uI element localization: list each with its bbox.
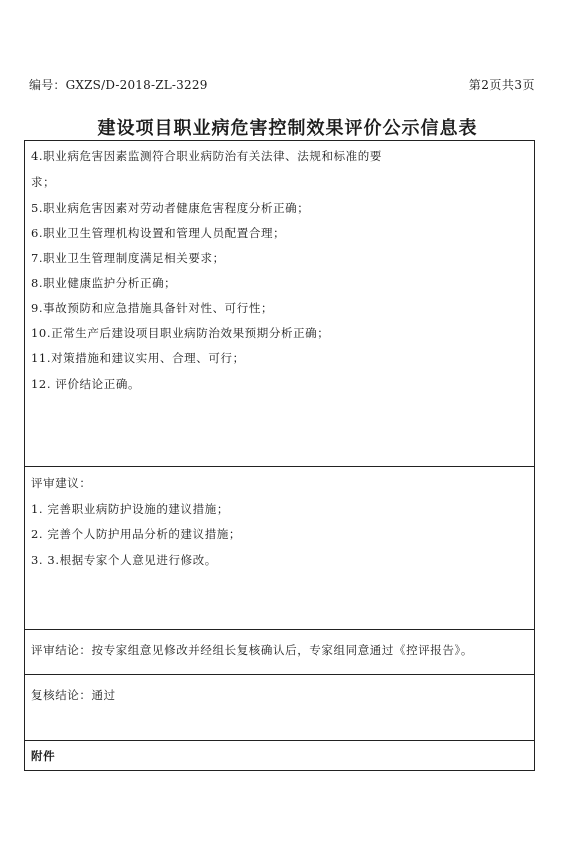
criteria-item: 5.职业病危害因素对劳动者健康危害程度分析正确； <box>31 201 310 215</box>
criteria-item: 7.职业卫生管理制度满足相关要求； <box>31 251 225 265</box>
document-title: 建设项目职业病危害控制效果评价公示信息表 <box>97 118 478 139</box>
review-conclusion-section <box>25 630 534 675</box>
suggestions-heading: 评审建议： <box>31 476 92 490</box>
review-suggestions-section <box>25 467 534 630</box>
recheck-conclusion: 复核结论：通过 <box>31 688 116 702</box>
criteria-item: 12. 评价结论正确。 <box>31 377 141 391</box>
suggestion-item: 2. 完善个人防护用品分析的建议措施； <box>31 527 242 541</box>
document-number: 编号：GXZS/D-2018-ZL-3229 <box>29 78 208 92</box>
info-table <box>24 140 535 771</box>
criteria-item: 4.职业病危害因素监测符合职业病防治有关法律、法规和标准的要 <box>31 149 382 163</box>
criteria-item: 8.职业健康监护分析正确； <box>31 276 177 290</box>
attachment-section <box>25 741 534 770</box>
review-conclusion: 评审结论：按专家组意见修改并经组长复核确认后，专家组同意通过《控评报告》。 <box>31 643 473 657</box>
criteria-item: 11.对策措施和建议实用、合理、可行； <box>31 351 245 365</box>
suggestion-item: 1. 完善职业病防护设施的建议措施； <box>31 502 229 516</box>
page-indicator: 第2页共3页 <box>468 78 535 92</box>
criteria-item: 9.事故预防和应急措施具备针对性、可行性； <box>31 301 274 315</box>
criteria-item: 6.职业卫生管理机构设置和管理人员配置合理； <box>31 226 286 240</box>
recheck-section <box>25 675 534 741</box>
evaluation-criteria-section <box>25 141 534 467</box>
suggestion-item: 3. 3.根据专家个人意见进行修改。 <box>31 553 217 567</box>
document-header <box>29 76 535 96</box>
attachment-label: 附件 <box>31 749 56 763</box>
criteria-item: 10.正常生产后建设项目职业病防治效果预期分析正确； <box>31 326 330 340</box>
criteria-item: 求； <box>31 175 56 189</box>
